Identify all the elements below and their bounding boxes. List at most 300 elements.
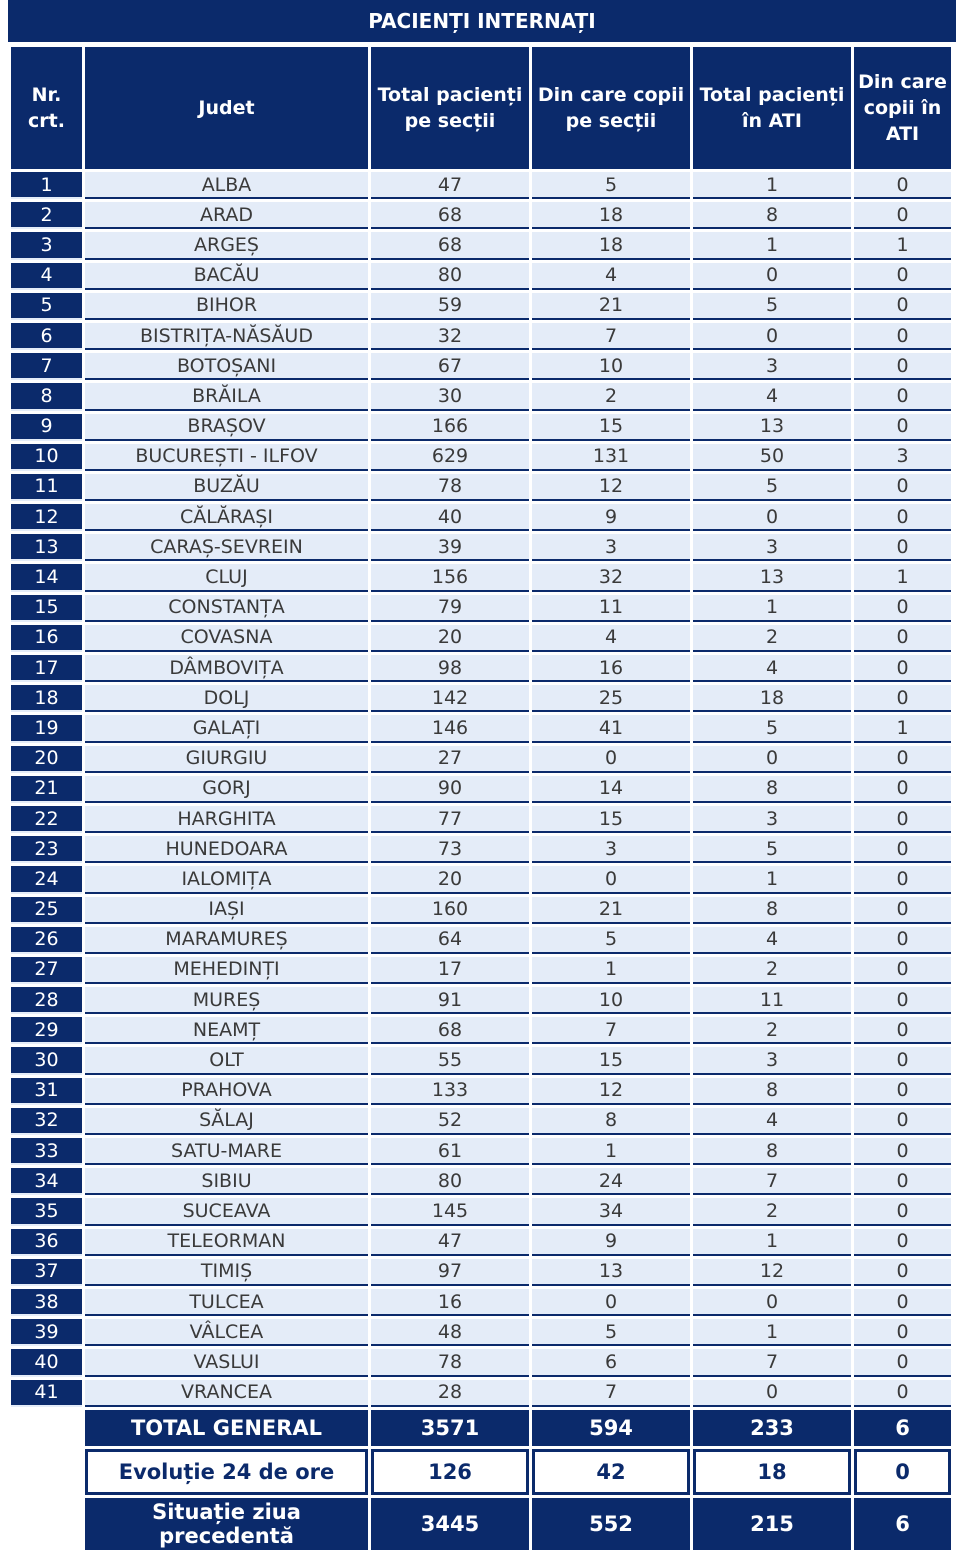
table-row bbox=[11, 504, 951, 531]
table-row bbox=[11, 595, 951, 622]
total-sectii: 40 bbox=[371, 504, 529, 531]
row-number: 16 bbox=[11, 625, 82, 652]
total-sectii: 61 bbox=[371, 1138, 529, 1165]
total-sectii: 79 bbox=[371, 595, 529, 622]
table-row bbox=[11, 806, 951, 833]
total-sectii: 146 bbox=[371, 715, 529, 742]
county-name: TULCEA bbox=[85, 1289, 368, 1316]
total-sectii: 629 bbox=[371, 444, 529, 471]
blank-cell bbox=[11, 1410, 82, 1446]
total-sectii: 78 bbox=[371, 1349, 529, 1376]
total-ati: 3 bbox=[693, 806, 851, 833]
copii-sectii: 14 bbox=[532, 776, 690, 803]
total-ati: 4 bbox=[693, 1108, 851, 1135]
col-header-copii-sectii: Din care copii pe secții bbox=[532, 47, 690, 169]
total-ati: 233 bbox=[693, 1410, 851, 1446]
total-ati: 0 bbox=[693, 1380, 851, 1407]
total-sectii: 97 bbox=[371, 1259, 529, 1286]
table-row bbox=[11, 776, 951, 803]
copii-ati: 0 bbox=[854, 293, 951, 320]
row-number: 14 bbox=[11, 564, 82, 591]
copii-ati: 0 bbox=[854, 927, 951, 954]
total-sectii: 90 bbox=[371, 776, 529, 803]
total-ati: 13 bbox=[693, 564, 851, 591]
row-number: 26 bbox=[11, 927, 82, 954]
county-name: BIHOR bbox=[85, 293, 368, 320]
table-row bbox=[11, 897, 951, 924]
row-number: 1 bbox=[11, 172, 82, 199]
county-name: BACĂU bbox=[85, 263, 368, 290]
total-ati: 5 bbox=[693, 474, 851, 501]
table-row bbox=[11, 625, 951, 652]
table-row bbox=[11, 414, 951, 441]
row-number: 4 bbox=[11, 263, 82, 290]
copii-ati: 0 bbox=[854, 323, 951, 350]
copii-sectii: 3 bbox=[532, 836, 690, 863]
table-row bbox=[11, 1108, 951, 1135]
copii-ati: 0 bbox=[854, 534, 951, 561]
row-number: 25 bbox=[11, 897, 82, 924]
table-row bbox=[11, 383, 951, 410]
copii-sectii: 10 bbox=[532, 987, 690, 1014]
copii-ati: 0 bbox=[854, 263, 951, 290]
total-ati: 4 bbox=[693, 383, 851, 410]
col-header-nr: Nr. crt. bbox=[11, 47, 82, 169]
row-number: 3 bbox=[11, 232, 82, 259]
previous-day-row bbox=[11, 1498, 951, 1550]
total-ati: 1 bbox=[693, 1319, 851, 1346]
total-copii-sectii: 594 bbox=[532, 1410, 690, 1446]
row-number: 10 bbox=[11, 444, 82, 471]
copii-sectii: 12 bbox=[532, 1078, 690, 1105]
table-row bbox=[11, 836, 951, 863]
total-ati: 4 bbox=[693, 655, 851, 682]
copii-ati: 0 bbox=[854, 957, 951, 984]
total-ati: 3 bbox=[693, 534, 851, 561]
table-row bbox=[11, 1017, 951, 1044]
county-name: GALAȚI bbox=[85, 715, 368, 742]
total-sectii: 77 bbox=[371, 806, 529, 833]
total-ati: 8 bbox=[693, 776, 851, 803]
county-name: NEAMȚ bbox=[85, 1017, 368, 1044]
total-ati: 4 bbox=[693, 927, 851, 954]
copii-sectii: 0 bbox=[532, 1289, 690, 1316]
evolution-copii-sectii: 42 bbox=[532, 1449, 690, 1495]
total-ati: 3 bbox=[693, 1047, 851, 1074]
copii-sectii: 4 bbox=[532, 263, 690, 290]
table-row bbox=[11, 474, 951, 501]
copii-ati: 0 bbox=[854, 383, 951, 410]
table-row bbox=[11, 1138, 951, 1165]
row-number: 32 bbox=[11, 1108, 82, 1135]
county-name: CĂLĂRAȘI bbox=[85, 504, 368, 531]
evolution-sectii: 126 bbox=[371, 1449, 529, 1495]
row-number: 35 bbox=[11, 1198, 82, 1225]
total-sectii: 68 bbox=[371, 232, 529, 259]
county-name: BISTRIȚA-NĂSĂUD bbox=[85, 323, 368, 350]
total-ati: 0 bbox=[693, 746, 851, 773]
evolution-ati: 18 bbox=[693, 1449, 851, 1495]
copii-ati: 0 bbox=[854, 474, 951, 501]
county-name: OLT bbox=[85, 1047, 368, 1074]
copii-sectii: 9 bbox=[532, 1229, 690, 1256]
row-number: 22 bbox=[11, 806, 82, 833]
copii-sectii: 21 bbox=[532, 293, 690, 320]
copii-sectii: 16 bbox=[532, 655, 690, 682]
table-row bbox=[11, 1259, 951, 1286]
col-header-total-sectii: Total pacienți pe secții bbox=[371, 47, 529, 169]
row-number: 6 bbox=[11, 323, 82, 350]
table-row bbox=[11, 293, 951, 320]
copii-ati: 0 bbox=[854, 1198, 951, 1225]
total-ati: 8 bbox=[693, 1138, 851, 1165]
patients-table bbox=[8, 44, 954, 1553]
total-ati: 1 bbox=[693, 172, 851, 199]
row-number: 33 bbox=[11, 1138, 82, 1165]
rows-body bbox=[11, 172, 951, 1407]
copii-ati: 3 bbox=[854, 444, 951, 471]
table-row bbox=[11, 564, 951, 591]
table-row bbox=[11, 1168, 951, 1195]
total-sectii: 145 bbox=[371, 1198, 529, 1225]
county-name: PRAHOVA bbox=[85, 1078, 368, 1105]
copii-ati: 1 bbox=[854, 232, 951, 259]
total-sectii: 17 bbox=[371, 957, 529, 984]
row-number: 8 bbox=[11, 383, 82, 410]
copii-sectii: 15 bbox=[532, 1047, 690, 1074]
table-row bbox=[11, 1380, 951, 1407]
county-name: MEHEDINȚI bbox=[85, 957, 368, 984]
col-header-judet: Judet bbox=[85, 47, 368, 169]
copii-ati: 0 bbox=[854, 685, 951, 712]
copii-ati: 0 bbox=[854, 806, 951, 833]
copii-sectii: 5 bbox=[532, 1319, 690, 1346]
copii-ati: 0 bbox=[854, 625, 951, 652]
total-ati: 12 bbox=[693, 1259, 851, 1286]
county-name: ARAD bbox=[85, 202, 368, 229]
copii-sectii: 32 bbox=[532, 564, 690, 591]
total-sectii: 27 bbox=[371, 746, 529, 773]
county-name: ARGEȘ bbox=[85, 232, 368, 259]
copii-ati: 0 bbox=[854, 1289, 951, 1316]
table-row bbox=[11, 1349, 951, 1376]
county-name: CONSTANȚA bbox=[85, 595, 368, 622]
copii-sectii: 131 bbox=[532, 444, 690, 471]
total-sectii: 133 bbox=[371, 1078, 529, 1105]
copii-ati: 0 bbox=[854, 836, 951, 863]
copii-ati: 0 bbox=[854, 1138, 951, 1165]
total-sectii: 91 bbox=[371, 987, 529, 1014]
county-name: ALBA bbox=[85, 172, 368, 199]
total-ati: 0 bbox=[693, 504, 851, 531]
total-sectii: 47 bbox=[371, 172, 529, 199]
copii-sectii: 10 bbox=[532, 353, 690, 380]
copii-sectii: 7 bbox=[532, 323, 690, 350]
county-name: IAȘI bbox=[85, 897, 368, 924]
total-sectii: 67 bbox=[371, 353, 529, 380]
row-number: 27 bbox=[11, 957, 82, 984]
total-ati: 1 bbox=[693, 232, 851, 259]
total-sectii: 47 bbox=[371, 1229, 529, 1256]
copii-sectii: 1 bbox=[532, 957, 690, 984]
copii-sectii: 2 bbox=[532, 383, 690, 410]
row-number: 37 bbox=[11, 1259, 82, 1286]
copii-sectii: 15 bbox=[532, 806, 690, 833]
copii-ati: 1 bbox=[854, 564, 951, 591]
copii-ati: 0 bbox=[854, 1380, 951, 1407]
table-row bbox=[11, 444, 951, 471]
copii-sectii: 1 bbox=[532, 1138, 690, 1165]
table-row bbox=[11, 263, 951, 290]
copii-ati: 0 bbox=[854, 504, 951, 531]
previous-label: Situație ziua precedentă bbox=[85, 1498, 368, 1550]
total-ati: 0 bbox=[693, 323, 851, 350]
total-sectii: 59 bbox=[371, 293, 529, 320]
county-name: VRANCEA bbox=[85, 1380, 368, 1407]
copii-sectii: 11 bbox=[532, 595, 690, 622]
copii-sectii: 12 bbox=[532, 474, 690, 501]
total-ati: 5 bbox=[693, 715, 851, 742]
row-number: 29 bbox=[11, 1017, 82, 1044]
table-row bbox=[11, 202, 951, 229]
copii-sectii: 7 bbox=[532, 1380, 690, 1407]
county-name: BRAȘOV bbox=[85, 414, 368, 441]
row-number: 19 bbox=[11, 715, 82, 742]
copii-sectii: 13 bbox=[532, 1259, 690, 1286]
table-row bbox=[11, 655, 951, 682]
total-ati: 50 bbox=[693, 444, 851, 471]
total-sectii: 73 bbox=[371, 836, 529, 863]
total-sectii: 156 bbox=[371, 564, 529, 591]
table-row bbox=[11, 1319, 951, 1346]
table-row bbox=[11, 534, 951, 561]
total-ati: 18 bbox=[693, 685, 851, 712]
row-number: 12 bbox=[11, 504, 82, 531]
row-number: 30 bbox=[11, 1047, 82, 1074]
copii-ati: 1 bbox=[854, 715, 951, 742]
total-ati: 2 bbox=[693, 1017, 851, 1044]
total-ati: 5 bbox=[693, 836, 851, 863]
total-sectii: 166 bbox=[371, 414, 529, 441]
county-name: MARAMUREȘ bbox=[85, 927, 368, 954]
total-ati: 3 bbox=[693, 353, 851, 380]
total-sectii: 48 bbox=[371, 1319, 529, 1346]
county-name: VÂLCEA bbox=[85, 1319, 368, 1346]
table-row bbox=[11, 1047, 951, 1074]
total-ati: 2 bbox=[693, 1198, 851, 1225]
row-number: 15 bbox=[11, 595, 82, 622]
table-row bbox=[11, 746, 951, 773]
copii-sectii: 8 bbox=[532, 1108, 690, 1135]
county-name: HUNEDOARA bbox=[85, 836, 368, 863]
table-row bbox=[11, 715, 951, 742]
row-number: 41 bbox=[11, 1380, 82, 1407]
copii-ati: 0 bbox=[854, 1229, 951, 1256]
row-number: 23 bbox=[11, 836, 82, 863]
row-number: 34 bbox=[11, 1168, 82, 1195]
total-sectii: 68 bbox=[371, 1017, 529, 1044]
total-ati: 2 bbox=[693, 625, 851, 652]
row-number: 36 bbox=[11, 1229, 82, 1256]
county-name: COVASNA bbox=[85, 625, 368, 652]
copii-sectii: 5 bbox=[532, 927, 690, 954]
copii-sectii: 34 bbox=[532, 1198, 690, 1225]
table-row bbox=[11, 1078, 951, 1105]
total-sectii: 160 bbox=[371, 897, 529, 924]
row-number: 38 bbox=[11, 1289, 82, 1316]
county-name: GIURGIU bbox=[85, 746, 368, 773]
total-ati: 8 bbox=[693, 1078, 851, 1105]
table-row bbox=[11, 353, 951, 380]
county-name: DOLJ bbox=[85, 685, 368, 712]
table-row bbox=[11, 685, 951, 712]
evolution-label: Evoluție 24 de ore bbox=[85, 1449, 368, 1495]
total-ati: 0 bbox=[693, 263, 851, 290]
row-number: 17 bbox=[11, 655, 82, 682]
copii-sectii: 0 bbox=[532, 746, 690, 773]
previous-copii-ati: 6 bbox=[854, 1498, 951, 1550]
copii-ati: 0 bbox=[854, 595, 951, 622]
county-name: BUZĂU bbox=[85, 474, 368, 501]
table-row bbox=[11, 1229, 951, 1256]
total-sectii: 20 bbox=[371, 866, 529, 893]
county-name: SATU-MARE bbox=[85, 1138, 368, 1165]
row-number: 28 bbox=[11, 987, 82, 1014]
total-ati: 1 bbox=[693, 595, 851, 622]
row-number: 7 bbox=[11, 353, 82, 380]
col-header-copii-ati: Din care copii în ATI bbox=[854, 47, 951, 169]
copii-sectii: 4 bbox=[532, 625, 690, 652]
county-name: GORJ bbox=[85, 776, 368, 803]
copii-sectii: 0 bbox=[532, 866, 690, 893]
copii-sectii: 9 bbox=[532, 504, 690, 531]
county-name: SĂLAJ bbox=[85, 1108, 368, 1135]
copii-ati: 0 bbox=[854, 776, 951, 803]
total-sectii: 142 bbox=[371, 685, 529, 712]
total-sectii: 78 bbox=[371, 474, 529, 501]
table-row bbox=[11, 172, 951, 199]
copii-ati: 0 bbox=[854, 1349, 951, 1376]
total-sectii: 80 bbox=[371, 263, 529, 290]
table-row bbox=[11, 927, 951, 954]
copii-ati: 0 bbox=[854, 866, 951, 893]
evolution-row bbox=[11, 1449, 951, 1495]
table-row bbox=[11, 1289, 951, 1316]
county-name: TELEORMAN bbox=[85, 1229, 368, 1256]
table-row bbox=[11, 323, 951, 350]
copii-ati: 0 bbox=[854, 1047, 951, 1074]
total-ati: 8 bbox=[693, 897, 851, 924]
row-number: 18 bbox=[11, 685, 82, 712]
table-row bbox=[11, 232, 951, 259]
copii-ati: 0 bbox=[854, 1078, 951, 1105]
county-name: MUREȘ bbox=[85, 987, 368, 1014]
copii-sectii: 5 bbox=[532, 172, 690, 199]
total-sectii: 30 bbox=[371, 383, 529, 410]
county-name: SUCEAVA bbox=[85, 1198, 368, 1225]
total-sectii: 3571 bbox=[371, 1410, 529, 1446]
total-ati: 0 bbox=[693, 1289, 851, 1316]
row-number: 39 bbox=[11, 1319, 82, 1346]
total-sectii: 39 bbox=[371, 534, 529, 561]
copii-ati: 0 bbox=[854, 746, 951, 773]
row-number: 11 bbox=[11, 474, 82, 501]
total-sectii: 64 bbox=[371, 927, 529, 954]
county-name: DÂMBOVIȚA bbox=[85, 655, 368, 682]
copii-sectii: 21 bbox=[532, 897, 690, 924]
total-sectii: 98 bbox=[371, 655, 529, 682]
col-header-total-ati: Total pacienți în ATI bbox=[693, 47, 851, 169]
row-number: 9 bbox=[11, 414, 82, 441]
copii-ati: 0 bbox=[854, 897, 951, 924]
row-number: 2 bbox=[11, 202, 82, 229]
copii-ati: 0 bbox=[854, 353, 951, 380]
total-sectii: 20 bbox=[371, 625, 529, 652]
copii-sectii: 41 bbox=[532, 715, 690, 742]
row-number: 40 bbox=[11, 1349, 82, 1376]
copii-ati: 0 bbox=[854, 1017, 951, 1044]
row-number: 5 bbox=[11, 293, 82, 320]
total-ati: 13 bbox=[693, 414, 851, 441]
copii-sectii: 7 bbox=[532, 1017, 690, 1044]
copii-ati: 0 bbox=[854, 1168, 951, 1195]
county-name: IALOMIȚA bbox=[85, 866, 368, 893]
copii-ati: 0 bbox=[854, 655, 951, 682]
county-name: CLUJ bbox=[85, 564, 368, 591]
previous-ati: 215 bbox=[693, 1498, 851, 1550]
table-row bbox=[11, 957, 951, 984]
row-number: 31 bbox=[11, 1078, 82, 1105]
copii-sectii: 25 bbox=[532, 685, 690, 712]
copii-ati: 0 bbox=[854, 1259, 951, 1286]
county-name: BRĂILA bbox=[85, 383, 368, 410]
total-sectii: 80 bbox=[371, 1168, 529, 1195]
total-ati: 1 bbox=[693, 1229, 851, 1256]
row-number: 13 bbox=[11, 534, 82, 561]
copii-ati: 0 bbox=[854, 987, 951, 1014]
total-sectii: 16 bbox=[371, 1289, 529, 1316]
total-general-row bbox=[11, 1410, 951, 1446]
county-name: HARGHITA bbox=[85, 806, 368, 833]
county-name: VASLUI bbox=[85, 1349, 368, 1376]
blank-cell bbox=[11, 1449, 82, 1495]
copii-ati: 0 bbox=[854, 1319, 951, 1346]
county-name: TIMIȘ bbox=[85, 1259, 368, 1286]
total-ati: 7 bbox=[693, 1168, 851, 1195]
copii-sectii: 18 bbox=[532, 202, 690, 229]
table-title: PACIENȚI INTERNAȚI bbox=[8, 0, 956, 42]
table-row bbox=[11, 987, 951, 1014]
row-number: 24 bbox=[11, 866, 82, 893]
evolution-copii-ati: 0 bbox=[854, 1449, 951, 1495]
copii-sectii: 6 bbox=[532, 1349, 690, 1376]
county-name: SIBIU bbox=[85, 1168, 368, 1195]
copii-sectii: 24 bbox=[532, 1168, 690, 1195]
copii-sectii: 3 bbox=[532, 534, 690, 561]
table-row bbox=[11, 866, 951, 893]
header-row bbox=[11, 47, 951, 169]
previous-copii-sectii: 552 bbox=[532, 1498, 690, 1550]
total-sectii: 52 bbox=[371, 1108, 529, 1135]
total-ati: 7 bbox=[693, 1349, 851, 1376]
total-label: TOTAL GENERAL bbox=[85, 1410, 368, 1446]
total-sectii: 68 bbox=[371, 202, 529, 229]
copii-sectii: 15 bbox=[532, 414, 690, 441]
row-number: 20 bbox=[11, 746, 82, 773]
copii-ati: 0 bbox=[854, 202, 951, 229]
previous-sectii: 3445 bbox=[371, 1498, 529, 1550]
total-copii-ati: 6 bbox=[854, 1410, 951, 1446]
